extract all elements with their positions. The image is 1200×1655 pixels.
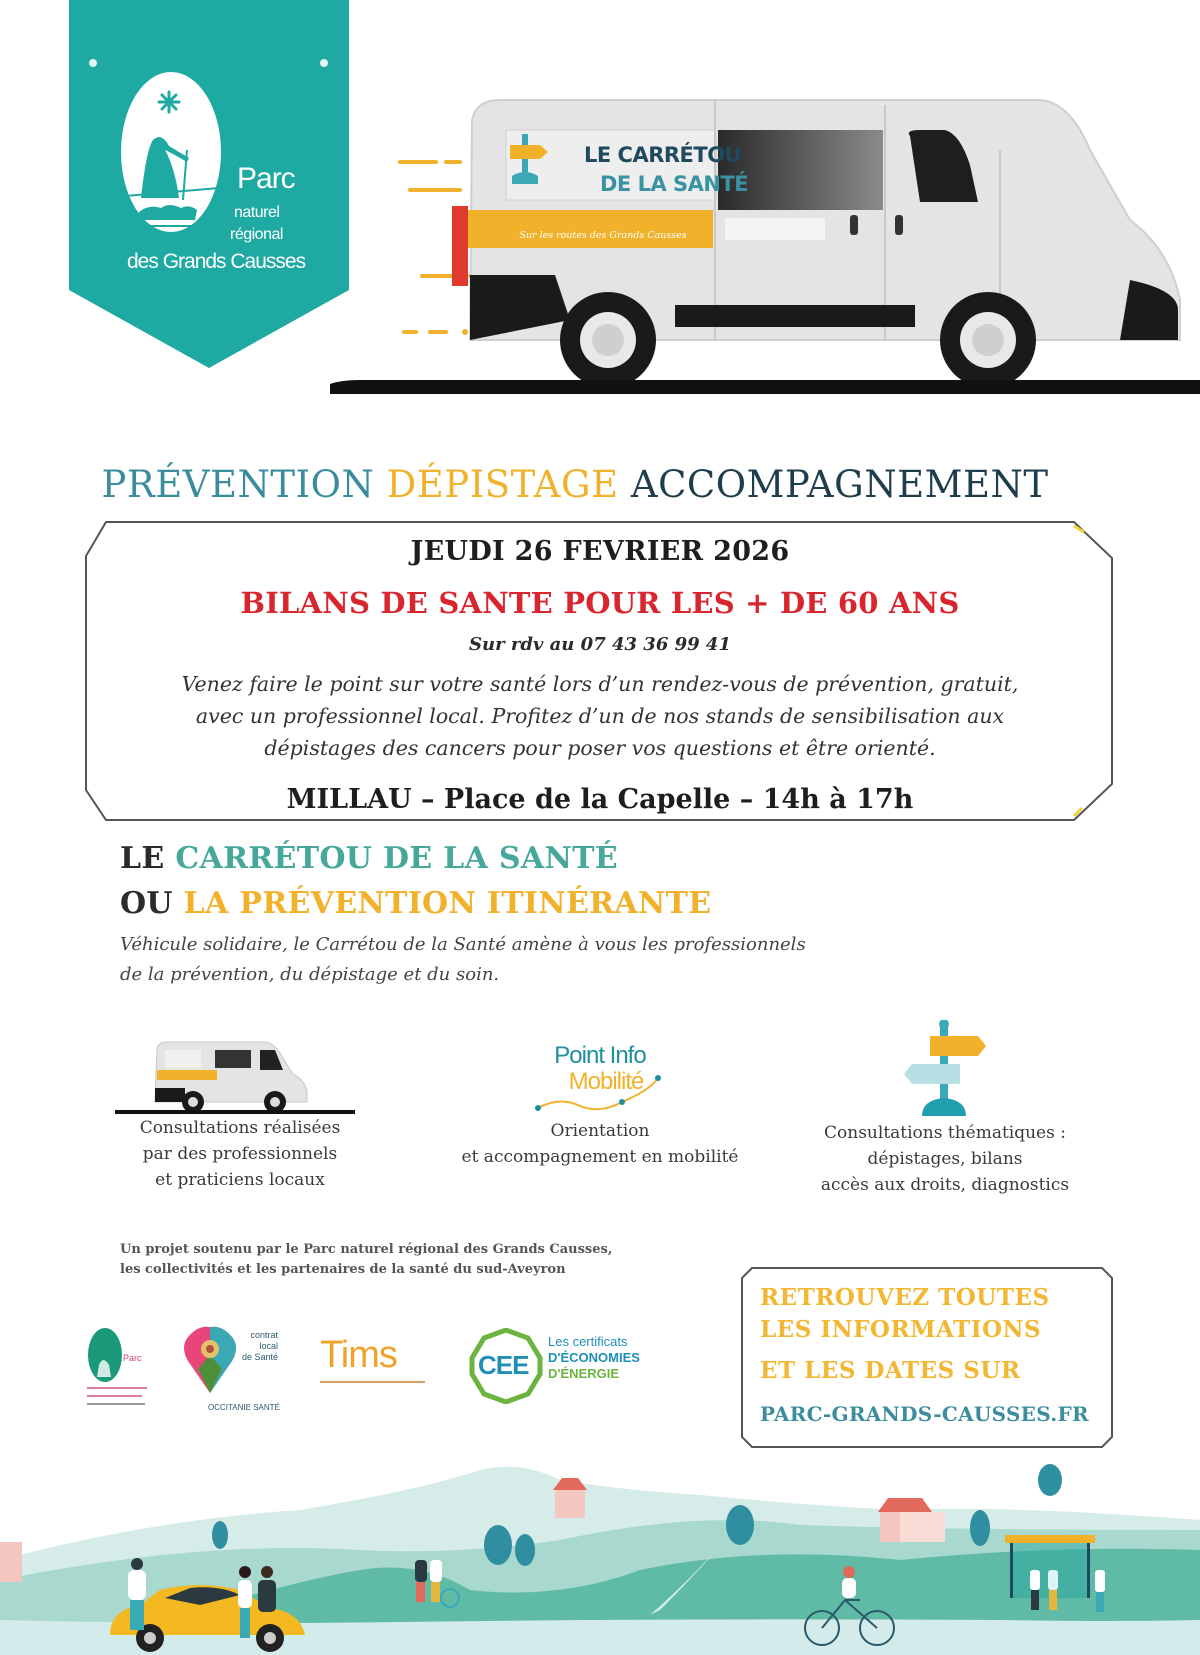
route-line-icon — [530, 1040, 670, 1118]
event-description-line: dépistages des cancers pour poser vos questions et être orienté. — [264, 736, 936, 760]
cee-line: D'ÉNERGIE — [548, 1366, 619, 1381]
feature-line: et praticiens locaux — [155, 1170, 325, 1190]
clsante-line: local — [259, 1341, 278, 1351]
section2-highlight: CARRÉTOU DE LA SANTÉ — [175, 841, 618, 876]
map-pin-icon — [180, 1325, 240, 1395]
section2-description — [120, 930, 980, 990]
event-date: JEUDI 26 FEVRIER 2026 — [410, 536, 790, 567]
pennant-naturel: naturel — [234, 204, 280, 221]
feature-line: par des professionnels — [142, 1144, 338, 1164]
event-place-time: MILLAU – Place de la Capelle – 14h à 17h — [286, 784, 914, 815]
pennant-grands-causses: des Grands Causses — [127, 250, 306, 273]
cee-logo — [468, 1328, 648, 1408]
headline — [0, 463, 1150, 506]
tims-tagline — [320, 1381, 425, 1383]
event-description-line: avec un professionnel local. Profitez d’un de nos stands de sensibilisation aux — [195, 704, 1005, 728]
pim-line1: Point Info — [554, 1042, 646, 1069]
pim-line2: Mobilité — [568, 1068, 644, 1095]
landscape-illustration — [0, 1450, 1200, 1655]
feature-line: Consultations thématiques : — [824, 1123, 1066, 1143]
section2-highlight: LA PRÉVENTION ITINÉRANTE — [183, 886, 712, 921]
info-box — [740, 1266, 1114, 1449]
event-title: BILANS DE SANTE POUR LES + DE 60 ANS — [240, 586, 960, 620]
feature-line: Orientation — [550, 1121, 650, 1141]
clsante-text — [238, 1330, 278, 1363]
website-link[interactable]: PARC-GRANDS-CAUSSES.FR — [760, 1402, 1089, 1426]
headline-prevention: PRÉVENTION — [101, 463, 375, 506]
tims-wordmark: Tims — [320, 1334, 397, 1376]
info-line: ET LES DATES SUR — [760, 1357, 1021, 1384]
parc-pennant-logo — [69, 0, 349, 368]
event-description — [120, 668, 1080, 764]
contrat-local-sante-logo — [180, 1325, 290, 1415]
section2-heading-line1 — [120, 841, 618, 876]
van-strip-text: Sur les routes des Grands Causses — [519, 230, 687, 241]
pennant-regional: régional — [230, 226, 283, 243]
pennant-parc: Parc — [237, 162, 295, 195]
parc-partner-label: Parc — [123, 1353, 142, 1363]
cee-text — [548, 1334, 640, 1382]
tims-logo — [320, 1335, 435, 1395]
feature-orientation — [430, 1040, 770, 1170]
info-line: LES INFORMATIONS — [760, 1316, 1042, 1343]
van-title-line2: DE LA SANTÉ — [600, 172, 749, 196]
feature-line: dépistages, bilans — [867, 1149, 1023, 1169]
support-line: les collectivités et les partenaires de la santé du sud-Aveyron — [120, 1262, 566, 1277]
van-icon — [115, 1040, 365, 1115]
van-title-line1: LE CARRÉTOU — [584, 143, 742, 167]
clsante-footer: OCCITANIE SANTÉ — [208, 1403, 280, 1412]
event-rdv-phone: Sur rdv au 07 43 36 99 41 — [469, 634, 731, 655]
clsante-line: contrat — [250, 1330, 278, 1340]
feature-line: accès aux droits, diagnostics — [820, 1175, 1070, 1195]
landscape-scene-icon — [0, 1450, 1200, 1655]
cee-line: D'ÉCONOMIES — [548, 1350, 640, 1365]
parc-egg-icon — [85, 1325, 155, 1410]
carretou-van-illustration — [330, 90, 1200, 420]
event-description-line: Venez faire le point sur votre santé lors d’un rendez-vous de prévention, gratuit, — [181, 672, 1019, 696]
signpost-icon — [900, 1020, 990, 1120]
headline-accompagnement: ACCOMPAGNEMENT — [630, 463, 1049, 506]
clsante-line: de Santé — [241, 1352, 278, 1362]
feature-line: et accompagnement en mobilité — [461, 1147, 739, 1167]
cee-line: Les certificats — [548, 1334, 628, 1349]
section2-heading-line2 — [120, 886, 711, 921]
support-text — [120, 1240, 700, 1280]
cee-badge-text: CEE — [478, 1350, 529, 1380]
section2-description-line: de la prévention, du dépistage et du soin. — [120, 964, 500, 985]
feature-consultations — [110, 1040, 370, 1193]
feature-consultations-thematiques — [790, 1020, 1100, 1198]
headline-depistage: DÉPISTAGE — [386, 463, 619, 506]
info-line: RETROUVEZ TOUTES — [760, 1284, 1050, 1311]
feature-line: Consultations réalisées — [139, 1118, 341, 1138]
point-info-mobilite-logo — [530, 1040, 670, 1118]
section2-prefix: LE — [120, 841, 176, 876]
support-line: Un projet soutenu par le Parc naturel régional des Grands Causses, — [120, 1242, 613, 1257]
parc-partner-logo — [85, 1325, 155, 1410]
van-icon — [330, 90, 1200, 420]
section2-prefix: OU — [120, 886, 184, 921]
section2-description-line: Véhicule solidaire, le Carrétou de la Santé amène à vous les professionnels — [120, 934, 806, 955]
